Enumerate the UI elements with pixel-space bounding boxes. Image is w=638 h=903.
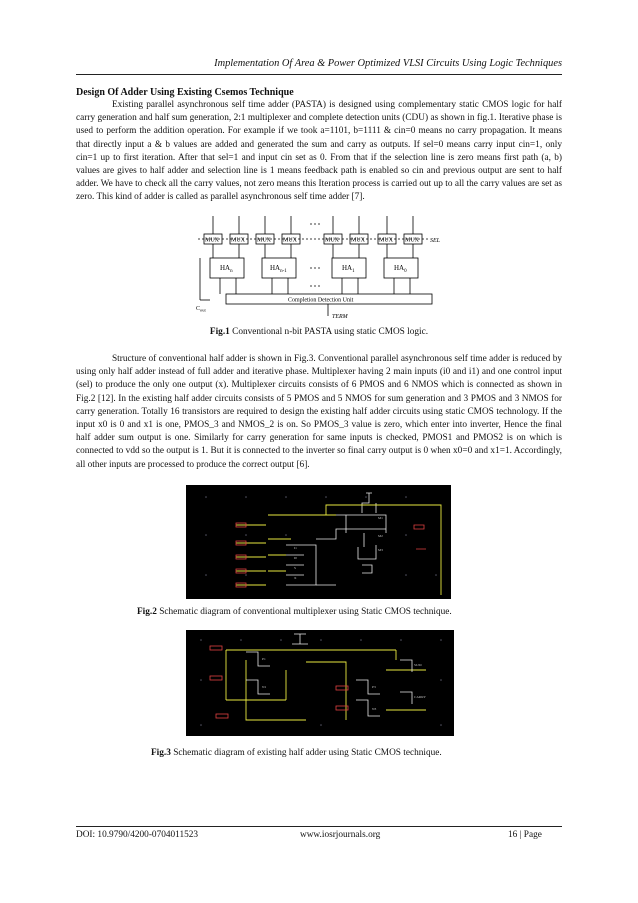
fig3-schematic-image (186, 630, 454, 736)
svg-text:HAn-1 (270, 264, 287, 274)
svg-text:N1: N1 (262, 685, 267, 689)
paragraph-2: Structure of conventional half adder is shown in Fig.3. Conventional parallel asynchronous self time adder is reduced by using only half adder instead of full adder and iterative phase. Multiplexer having 2 main inputs (i0 and i1) and one control input (sel) to produce the only one output (x). Multiplexer circuits consists of 6 PMOS and 6 NMOS which is connected as shown in Fig.2 [12]. In the existing half adder circuits consists of 5 PMOS and 5 NMOS for sum generation and 3 PMOS and 3 NMOS for carry generation. Totally 16 transistors are required to design the existing half adder circuits using static CMOS technology. If the input x0 is 0 and x1 is one, PMOS_3 and NMOS_2 is on. So PMOS_3 value is zero, which enter into inverter, Hence the final half adder sum output is one. Similarly for carry generation for same inputs is checked, PMOS1 and PMOS2 is on which is connected to vdd so the output is 1. But it is connected to the inverter so final carry output is 0 when x0=0 and x1=1. Accordingly, all other inputs are processed to produce the correct output [6]. (76, 354, 562, 470)
svg-text:P1: P1 (262, 657, 266, 661)
header-rule (76, 74, 562, 75)
fig2-label: Fig.2 (137, 607, 157, 617)
fig1-caption (0, 327, 638, 337)
cout-subscript: out (200, 307, 206, 313)
mux-label: MUX (231, 237, 246, 244)
svg-text:HAn (220, 264, 233, 274)
section-heading: Design Of Adder Using Existing Csemos Technique (76, 87, 294, 98)
fig1-caption-text: Conventional n-bit PASTA using static CMOS logic. (232, 327, 429, 337)
running-header: Implementation Of Area & Power Optimized VLSI Circuits Using Logic Techniques (214, 58, 562, 69)
fig3-label: Fig.3 (151, 748, 171, 758)
fig2-schematic-image (186, 485, 451, 599)
ha-subscript: n-1 (280, 269, 287, 274)
svg-text:X: X (294, 576, 297, 580)
svg-text:M2: M2 (378, 534, 383, 538)
svg-text:I1: I1 (294, 546, 297, 550)
svg-text:N3: N3 (372, 707, 377, 711)
footer-website-link[interactable]: www.iosrjournals.org (300, 830, 381, 840)
fig1-block-diagram (196, 214, 448, 320)
cdu-label: Completion Detection Unit (288, 297, 354, 304)
mux-label: MUX (205, 237, 220, 244)
mux-label: MUX (283, 237, 298, 244)
footer-page-number: 16 | Page (508, 830, 542, 840)
fig2-caption (137, 607, 452, 617)
mux-label: MUX (351, 237, 366, 244)
ha-label: HA (342, 264, 353, 272)
term-label: TERM (332, 314, 348, 320)
svg-text:P3: P3 (372, 685, 376, 689)
mux-label: MUX (325, 237, 340, 244)
fig2-caption-text: Schematic diagram of conventional multiplexer using Static CMOS technique. (159, 607, 452, 617)
svg-text:CARRY: CARRY (414, 695, 426, 699)
mux-label: MUX (405, 237, 420, 244)
fig3-caption-text: Schematic diagram of existing half adder using Static CMOS technique. (173, 748, 442, 758)
mux-label: MUX (257, 237, 272, 244)
ha-label: HA (270, 264, 281, 272)
svg-text:HA0 (394, 264, 407, 274)
footer-rule (76, 826, 562, 827)
svg-text:Cout (196, 306, 207, 313)
paragraph-1: Existing parallel asynchronous self time adder (PASTA) is designed using complementary static CMOS logic for half carry generation and half sum generation, 2:1 multiplexer and complete detection units (CDU) as shown in fig.1. Iterative phase is used to perform the addition operation. For example if we took a=1101, b=1111 & cin=0 means no carry propagation. It means that directly input a & b values are added and generated the sum and carry as outputs. If sel=0 means carry input cin=1, only cin=1 up to first iteration. After that sel=1 and input cin set as 0. From that if the selection line is zero means first path (a, b) values are gives to half adder and selection line is 1 means feedback path is enabled so cin and previous output are sent to half adder. We have to check all the carry values, not zero means this Iteration process is carried out up to all the carry values are set as zero. This kind of adder is called as parallel asynchronous self time adder [7]. (76, 100, 562, 203)
cout-label: C (196, 306, 201, 312)
footer-doi: DOI: 10.9790/4200-0704011523 (76, 830, 199, 840)
fig3-caption (151, 748, 442, 758)
svg-text:SUM: SUM (414, 663, 422, 667)
svg-text:I0: I0 (294, 556, 297, 560)
ha-label: HA (394, 264, 405, 272)
sel-label: SEL (430, 238, 441, 244)
ha-subscript: 0 (404, 269, 407, 274)
fig1-label: Fig.1 (209, 327, 230, 337)
svg-text:M3: M3 (378, 548, 383, 552)
ha-subscript: 1 (352, 269, 355, 274)
ha-subscript: n (230, 269, 233, 274)
svg-text:S: S (294, 566, 296, 570)
ha-label: HA (220, 264, 231, 272)
svg-text:HA1 (342, 264, 355, 274)
svg-text:M1: M1 (378, 516, 383, 520)
mux-label: MUX (379, 237, 394, 244)
